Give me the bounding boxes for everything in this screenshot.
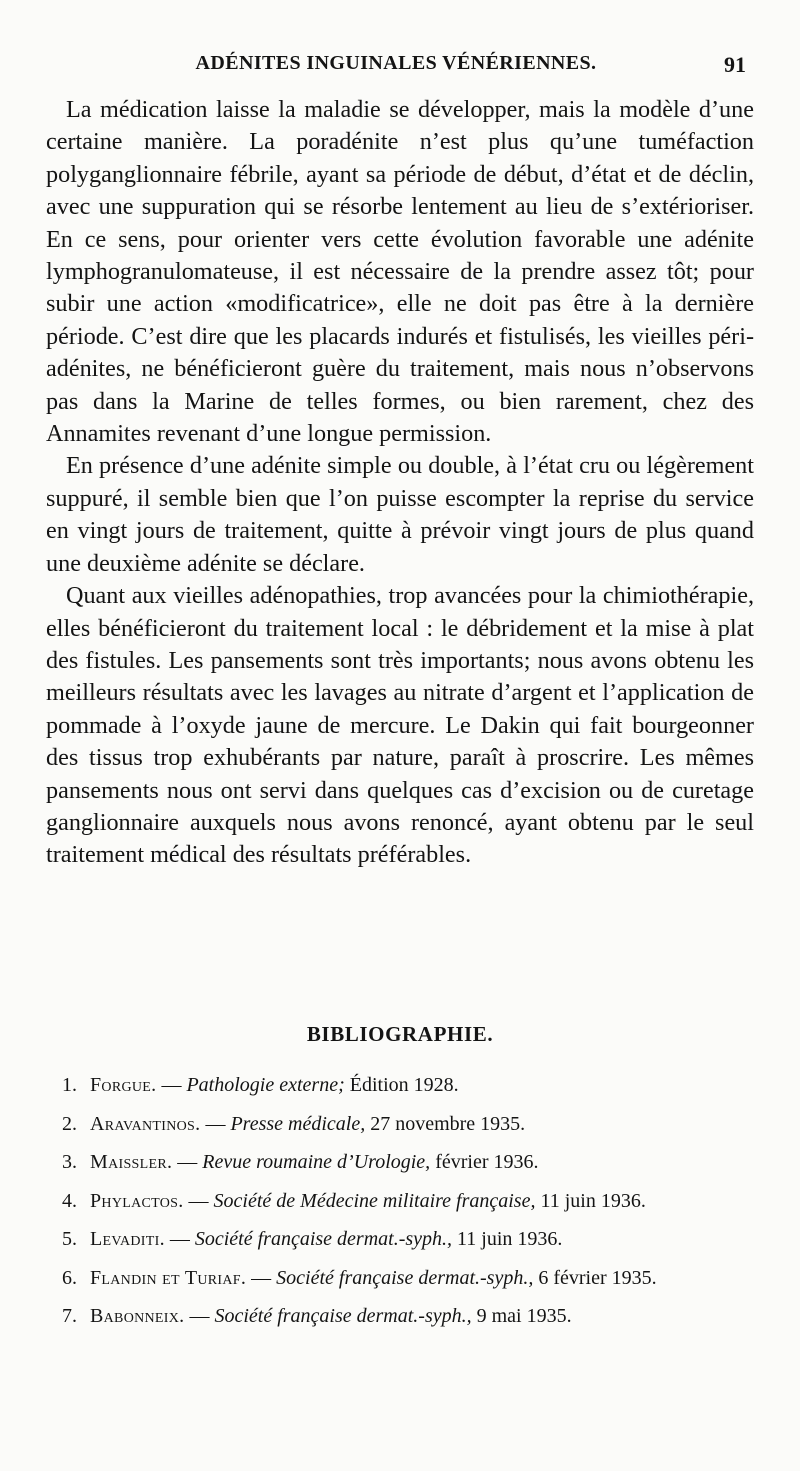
entry-source: Presse médicale, (230, 1112, 366, 1135)
paragraph: La médication laisse la maladie se développer, mais la modèle d’une certaine manière. La poradénite n’est plus qu’une tuméfaction polyganglionnaire fébrile, ayant sa période de début, d’état et de déclin, avec une suppuration qui se résorbe lentement au lieu de s’extérioriser. En ce sens, pour orienter vers cette évolution favorable une adénite lymphogranulomateuse, il est nécessaire de la prendre assez tôt; pour subir une action «modificatrice», elle ne doit pas être à la dernière période. C’est dire que les placards indurés et fistulisés, les vieilles périadénites, ne bénéficieront guère du traitement, mais nous n’observons pas dans la Marine de telles formes, ou bien rarement, chez des Annamites revenant d’une longue permission. (46, 96, 754, 448)
paragraph: Quant aux vieilles adénopathies, trop avancées pour la chimiothérapie, elles bénéficieront du traitement local : le débridement et la mise à plat des fistules. Les pansements sont très importants; nous avons obtenu les meilleurs résultats avec les lavages au nitrate d’argent et l’application de pommade à l’oxyde jaune de mercure. Le Dakin qui fait bourgeonner des tissus trop exhubérants par nature, paraît à proscrire. Les mêmes pansements nous ont servi dans quelques cas d’excision ou de curetage ganglionnaire auxquels nous avons renoncé, ayant obtenu par le seul traitement médical des résultats préférables. (46, 582, 754, 869)
bibliography-list (62, 1066, 762, 1336)
entry-detail: 27 novembre 1935. (365, 1112, 526, 1135)
entry-detail: 9 mai 1935. (471, 1305, 572, 1327)
page-number: 91 (724, 52, 746, 77)
entry-number: 6. (62, 1266, 77, 1289)
running-title: ADÉNITES INGUINALES VÉNÉRIENNES. (195, 52, 597, 74)
bibliography-entry (62, 1066, 762, 1105)
bibliography-entry (62, 1143, 762, 1182)
entry-author: Levaditi. (90, 1228, 165, 1250)
entry-author: Aravantinos. (90, 1112, 201, 1135)
entry-author: Babonneix. (90, 1305, 185, 1327)
entry-source: Pathologie externe; (186, 1074, 345, 1096)
entry-number: 5. (62, 1228, 77, 1250)
entry-source: Société française dermat.-syph., (276, 1266, 534, 1289)
entry-number: 3. (62, 1151, 77, 1173)
bibliography-entry (62, 1220, 762, 1259)
entry-number: 4. (62, 1189, 77, 1212)
body-text (46, 94, 754, 872)
bibliography-entry (62, 1297, 762, 1336)
entry-author: Flandin et Turiaf. (90, 1266, 247, 1289)
entry-detail: 6 février 1935. (533, 1266, 657, 1289)
bibliography-title: BIBLIOGRAPHIE. (306, 1022, 494, 1046)
entry-number: 2. (62, 1112, 77, 1135)
entry-detail: Édition 1928. (344, 1074, 459, 1096)
entry-author: Maissler. (90, 1151, 173, 1173)
entry-source: Société de Médecine militaire française, (213, 1189, 536, 1212)
bibliography-entry (62, 1259, 762, 1298)
entry-separator: — (200, 1112, 231, 1135)
entry-detail: 11 juin 1936. (452, 1228, 563, 1250)
entry-number: 7. (62, 1305, 77, 1327)
bibliography-entry (62, 1182, 762, 1221)
entry-detail: 11 juin 1936. (535, 1189, 646, 1212)
running-head (46, 52, 746, 86)
entry-separator: — (172, 1151, 203, 1173)
entry-detail: février 1936. (430, 1151, 539, 1173)
entry-source: Société française dermat.-syph., (194, 1228, 453, 1250)
entry-source: Revue roumaine d’Urologie, (202, 1151, 431, 1173)
entry-number: 1. (62, 1074, 77, 1096)
entry-author: Forgue. (90, 1074, 157, 1096)
entry-separator: — (184, 1305, 215, 1327)
entry-separator: — (156, 1074, 187, 1096)
bibliography-entry (62, 1105, 762, 1144)
entry-author: Phylactos. (90, 1189, 184, 1212)
entry-separator: — (164, 1228, 195, 1250)
paragraph: En présence d’une adénite simple ou double, à l’état cru ou légèrement suppuré, il semble bien que l’on puisse escompter la reprise du service en vingt jours de traitement, quitte à prévoir vingt jours de plus quand une deuxième adénite se déclare. (46, 452, 754, 577)
entry-source: Société française dermat.-syph., (214, 1305, 472, 1327)
entry-separator: — (246, 1266, 277, 1289)
entry-separator: — (183, 1189, 214, 1212)
